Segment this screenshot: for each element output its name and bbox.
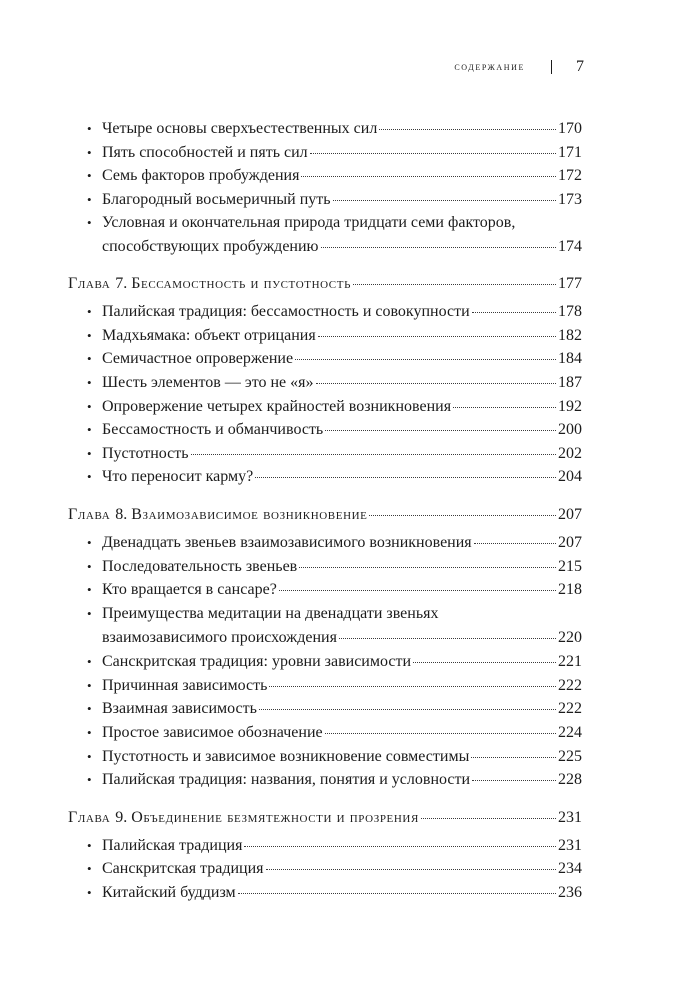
header-divider — [551, 60, 552, 74]
dot-leader — [471, 757, 556, 758]
toc-entry[interactable] — [68, 768, 582, 792]
bullet-icon: • — [87, 838, 92, 853]
bullet-icon: • — [87, 885, 92, 900]
toc-entry[interactable] — [68, 211, 582, 235]
dot-leader — [238, 893, 556, 894]
bullet-icon: • — [87, 535, 92, 550]
chapter-heading — [68, 806, 419, 830]
entry-title: Простое зависимое обозначение — [102, 724, 323, 741]
entry-title: Благородный восьмеричный путь — [102, 191, 331, 208]
toc-entry[interactable] — [68, 395, 582, 419]
bullet-icon: • — [87, 304, 92, 319]
bullet-icon: • — [87, 749, 92, 764]
toc-entry[interactable] — [68, 324, 582, 348]
toc-entry[interactable] — [68, 117, 582, 141]
chapter-entry[interactable] — [68, 806, 582, 830]
entry-title: Семь факторов пробуждения — [102, 167, 300, 184]
entry-page-number: 174 — [558, 238, 582, 255]
dot-leader — [325, 430, 556, 431]
bullet-icon: • — [87, 121, 92, 136]
toc-entry[interactable] — [68, 745, 582, 769]
bullet-icon: • — [87, 328, 92, 343]
chapter-word: Глава — [68, 809, 111, 826]
toc-entry[interactable] — [68, 674, 582, 698]
entry-title: Китайский буддизм — [102, 884, 236, 901]
running-header — [454, 58, 584, 76]
bullet-icon: • — [87, 351, 92, 366]
chapter-number: 9. — [115, 809, 128, 826]
dot-leader — [413, 662, 556, 663]
bullet-icon: • — [87, 145, 92, 160]
entry-title: Взаимная зависимость — [102, 700, 257, 717]
chapter-word: Глава — [68, 506, 111, 523]
toc-entry[interactable] — [68, 531, 582, 555]
entry-page-number: 228 — [558, 771, 582, 788]
chapter-number: 7. — [115, 275, 128, 292]
bullet-icon: • — [87, 582, 92, 597]
toc-entry[interactable] — [68, 650, 582, 674]
dot-leader — [369, 515, 556, 516]
toc-entry[interactable] — [68, 555, 582, 579]
bullet-icon: • — [87, 469, 92, 484]
toc-entry[interactable] — [68, 188, 582, 212]
entry-title: Семичастное опровержение — [102, 350, 294, 367]
entry-page-number: 218 — [558, 581, 582, 598]
chapter-title: Взаимозависимое возникновение — [131, 506, 368, 523]
entry-title: Бессамостность и обманчивость — [102, 421, 324, 438]
dot-leader — [339, 638, 556, 639]
toc-entry[interactable] — [68, 418, 582, 442]
toc-entry[interactable] — [68, 602, 582, 626]
entry-title: Что переносит карму? — [102, 468, 254, 485]
entry-title: Палийская традиция: названия, понятия и условности — [102, 771, 471, 788]
entry-page-number: 192 — [558, 398, 582, 415]
bullet-icon: • — [87, 701, 92, 716]
entry-title: Четыре основы сверхъестественных сил — [102, 120, 378, 137]
entry-page-number: 231 — [558, 837, 582, 854]
entry-title: Двенадцать звеньев взаимозависимого возникновения — [102, 534, 472, 551]
entry-page-number: 215 — [558, 558, 582, 575]
toc-entry[interactable] — [68, 881, 582, 905]
dot-leader — [279, 590, 556, 591]
chapter-entry[interactable] — [68, 503, 582, 527]
bullet-icon: • — [87, 559, 92, 574]
entry-page-number: 187 — [558, 374, 582, 391]
entry-page-number: 172 — [558, 167, 582, 184]
entry-page-number: 222 — [558, 677, 582, 694]
dot-leader — [353, 284, 556, 285]
toc-entry[interactable] — [68, 465, 582, 489]
dot-leader — [474, 543, 556, 544]
page-number: 7 — [576, 58, 584, 75]
bullet-icon: • — [87, 772, 92, 787]
entry-title-line-1: Условная и окончательная природа тридцати семи факторов, — [102, 214, 516, 231]
chapter-page-number: 207 — [558, 506, 582, 523]
dot-leader — [316, 383, 557, 384]
entry-page-number: 224 — [558, 724, 582, 741]
bullet-icon: • — [87, 725, 92, 740]
entry-page-number: 207 — [558, 534, 582, 551]
dot-leader — [299, 567, 556, 568]
toc-entry[interactable] — [68, 697, 582, 721]
toc-entry[interactable] — [68, 300, 582, 324]
entry-page-number: 204 — [558, 468, 582, 485]
bullet-icon: • — [87, 422, 92, 437]
entry-page-number: 236 — [558, 884, 582, 901]
entry-page-number: 178 — [558, 303, 582, 320]
bullet-icon: • — [87, 375, 92, 390]
chapter-entry[interactable] — [68, 272, 582, 296]
entry-title-line-2: способствующих пробуждению — [102, 238, 319, 255]
entry-title: Последовательность звеньев — [102, 558, 298, 575]
entry-title: Кто вращается в сансаре? — [102, 581, 277, 598]
bullet-icon: • — [87, 606, 92, 621]
dot-leader — [295, 359, 556, 360]
bullet-icon: • — [87, 192, 92, 207]
chapter-heading — [68, 503, 367, 527]
chapter-title: Бессамостность и пустотность — [131, 275, 351, 292]
toc-entry[interactable] — [68, 857, 582, 881]
bullet-icon: • — [87, 678, 92, 693]
dot-leader — [472, 780, 556, 781]
toc-entry-continuation[interactable] — [68, 235, 582, 259]
chapter-number: 8. — [115, 506, 128, 523]
chapter-word: Глава — [68, 275, 111, 292]
dot-leader — [244, 846, 556, 847]
bullet-icon: • — [87, 215, 92, 230]
toc-entry[interactable] — [68, 721, 582, 745]
dot-leader — [301, 176, 556, 177]
toc-entry[interactable] — [68, 578, 582, 602]
entry-page-number: 170 — [558, 120, 582, 137]
entry-title: Палийская традиция: бессамостность и совокупности — [102, 303, 470, 320]
toc-entry[interactable] — [68, 834, 582, 858]
entry-page-number: 171 — [558, 144, 582, 161]
dot-leader — [269, 686, 556, 687]
entry-title: Опровержение четырех крайностей возникновения — [102, 398, 452, 415]
entry-title: Причинная зависимость — [102, 677, 268, 694]
entry-title: Шесть элементов — это не «я» — [102, 374, 314, 391]
bullet-icon: • — [87, 861, 92, 876]
entry-page-number: 234 — [558, 860, 582, 877]
dot-leader — [255, 477, 556, 478]
entry-title: Санскритская традиция: уровни зависимости — [102, 653, 412, 670]
entry-page-number: 221 — [558, 653, 582, 670]
toc-entry[interactable] — [68, 347, 582, 371]
entry-title: Пять способностей и пять сил — [102, 144, 308, 161]
dot-leader — [325, 733, 556, 734]
chapter-page-number: 177 — [558, 275, 582, 292]
entry-title-line-1: Преимущества медитации на двенадцати звеньях — [102, 605, 439, 622]
dot-leader — [259, 709, 556, 710]
entry-title-line-2: взаимозависимого происхождения — [102, 629, 337, 646]
entry-page-number: 225 — [558, 748, 582, 765]
dot-leader — [191, 454, 556, 455]
chapter-heading — [68, 272, 351, 296]
bullet-icon: • — [87, 399, 92, 414]
running-header-title: содержание — [454, 61, 525, 73]
entry-page-number: 182 — [558, 327, 582, 344]
dot-leader — [310, 153, 556, 154]
dot-leader — [321, 247, 557, 248]
entry-title: Санскритская традиция — [102, 860, 264, 877]
dot-leader — [318, 336, 556, 337]
bullet-icon: • — [87, 446, 92, 461]
toc-entry[interactable] — [68, 371, 582, 395]
dot-leader — [266, 869, 556, 870]
entry-page-number: 200 — [558, 421, 582, 438]
entry-title: Пустотность — [102, 445, 189, 462]
chapter-page-number: 231 — [558, 809, 582, 826]
dot-leader — [333, 200, 556, 201]
entry-page-number: 202 — [558, 445, 582, 462]
bullet-icon: • — [87, 168, 92, 183]
entry-page-number: 184 — [558, 350, 582, 367]
entry-page-number: 220 — [558, 629, 582, 646]
toc-entry[interactable] — [68, 141, 582, 165]
toc-entry-continuation[interactable] — [68, 626, 582, 650]
entry-title: Пустотность и зависимое возникновение совместимы — [102, 748, 470, 765]
entry-title: Мадхьямака: объект отрицания — [102, 327, 316, 344]
entry-page-number: 173 — [558, 191, 582, 208]
toc-entry[interactable] — [68, 164, 582, 188]
dot-leader — [379, 129, 556, 130]
dot-leader — [421, 818, 556, 819]
dot-leader — [453, 407, 556, 408]
entry-title: Палийская традиция — [102, 837, 243, 854]
toc-entry[interactable] — [68, 442, 582, 466]
bullet-icon: • — [87, 654, 92, 669]
dot-leader — [472, 312, 556, 313]
entry-page-number: 222 — [558, 700, 582, 717]
chapter-title: Объединение безмятежности и прозрения — [131, 809, 419, 826]
